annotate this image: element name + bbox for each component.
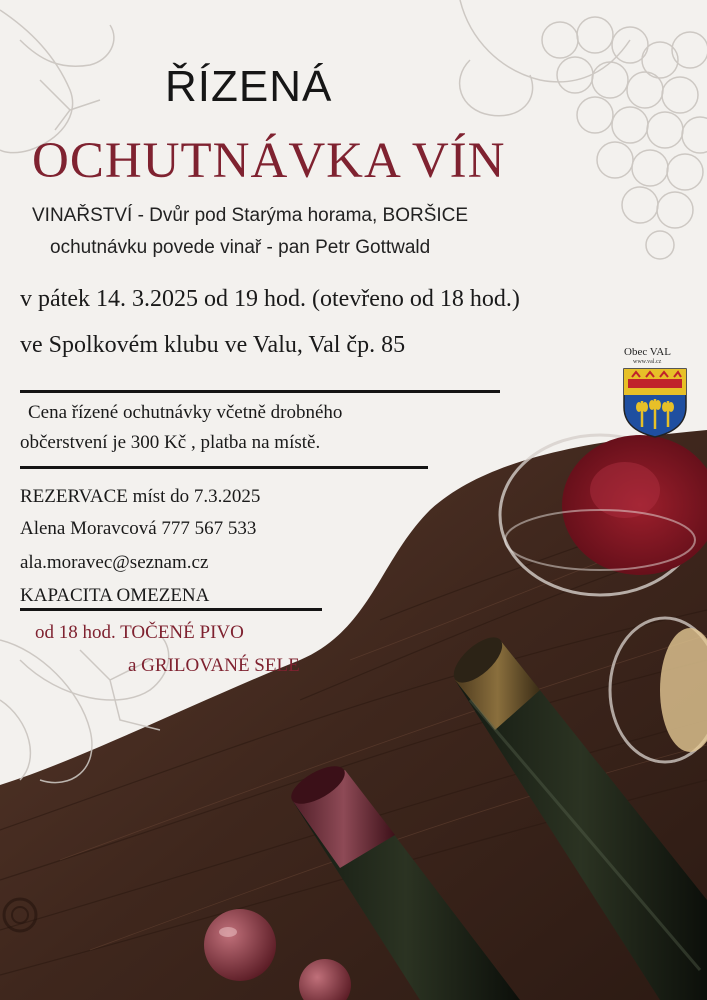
- event-date: v pátek 14. 3.2025 od 19 hod. (otevřeno od 18 hod.): [20, 286, 520, 312]
- municipality-url: www.val.cz: [633, 359, 662, 365]
- winery-line: VINAŘSTVÍ - Dvůr pod Starýma horama, BORŠICE: [32, 205, 469, 226]
- contact-email: ala.moravec@seznam.cz: [20, 552, 209, 573]
- reservation-deadline: REZERVACE míst do 7.3.2025: [20, 486, 261, 507]
- coat-of-arms-icon: [622, 367, 688, 439]
- divider-line: [20, 390, 500, 393]
- extra-offer-line-1: od 18 hod. TOČENÉ PIVO: [35, 622, 244, 643]
- capacity-note: KAPACITA OMEZENA: [20, 585, 210, 606]
- municipality-label: Obec VAL: [624, 346, 671, 358]
- price-line-1: Cena řízené ochutnávky včetně drobného: [28, 402, 343, 423]
- divider-line: [20, 608, 322, 611]
- contact-person: Alena Moravcová 777 567 533: [20, 518, 257, 539]
- event-place: ve Spolkovém klubu ve Valu, Val čp. 85: [20, 332, 406, 358]
- extra-offer-line-2: a GRILOVANÉ SELE: [128, 655, 300, 676]
- divider-line: [20, 466, 428, 469]
- title-line-2: OCHUTNÁVKA VÍN: [32, 133, 506, 189]
- title-line-1: ŘÍZENÁ: [165, 62, 333, 111]
- guide-line: ochutnávku povede vinař - pan Petr Gottwald: [50, 237, 431, 258]
- price-line-2: občerstvení je 300 Kč , platba na místě.: [20, 432, 321, 453]
